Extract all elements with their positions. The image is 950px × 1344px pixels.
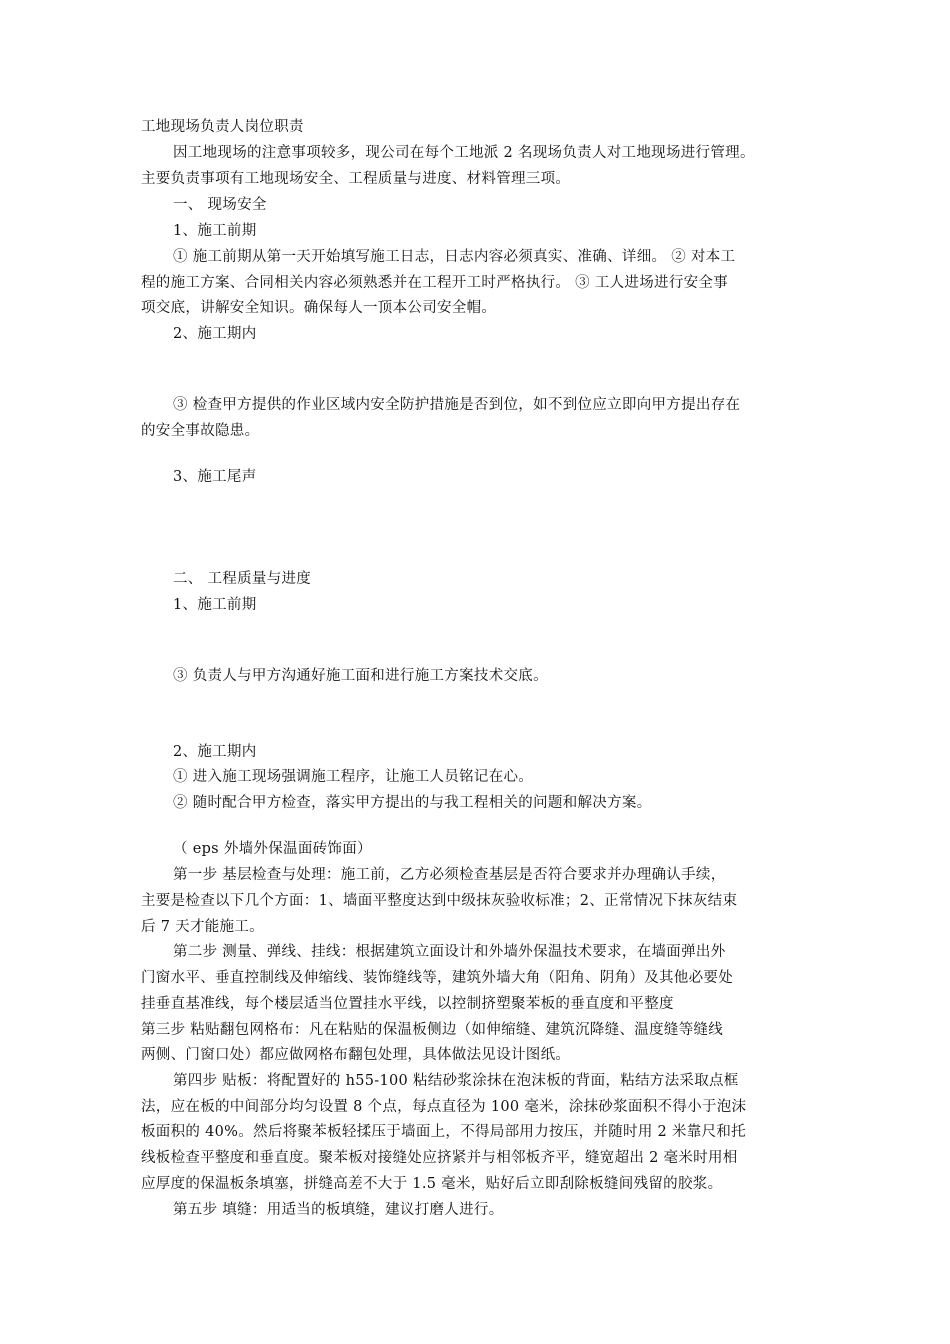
step-1-line-1: 第一步 基层检查与处理：施工前，乙方必须检查基层是否符合要求并办理确认手续， — [173, 867, 726, 883]
section-2-heading: 二、 工程质量与进度 — [173, 571, 312, 587]
step-2-line-1: 第二步 测量、弹线、挂线：根据建筑立面设计和外墙外保温技术要求，在墙面弹出外 — [173, 944, 726, 960]
section-1-sub-1-line-1: ① 施工前期从第一天开始填写施工日志，日志内容必须真实、准确、详细。 ② 对本工 — [173, 249, 736, 265]
section-1-sub-1-line-2: 程的施工方案、合同相关内容必须熟悉并在工程开工时严格执行。 ③ 工人进场进行安全事 — [141, 275, 729, 291]
step-5-line-1: 第五步 填缝：用适当的板填缝，建议打磨人进行。 — [173, 1202, 504, 1218]
step-4-line-1: 第四步 贴板：将配置好的 h55-100 粘结砂浆涂抹在泡沫板的背面，粘结方法采取点框 — [173, 1073, 739, 1089]
step-4-line-4: 线板检查平整度和垂直度。聚苯板对接缝处应挤紧并与相邻板齐平，缝宽超出 2 毫米时用相 — [141, 1150, 738, 1166]
section-2-sub-2-line-1: ① 进入施工现场强调施工程序，让施工人员铭记在心。 — [173, 769, 534, 785]
section-1-sub-2-heading: 2、施工期内 — [173, 326, 257, 342]
section-1-sub-3-heading: 3、施工尾声 — [173, 469, 257, 485]
intro-line-2: 主要负责事项有工地现场安全、工程质量与进度、材料管理三项。 — [141, 171, 571, 187]
section-1-sub-1-line-3: 项交底，讲解安全知识。确保每人一顶本公司安全帽。 — [141, 300, 497, 316]
section-2-sub-2-line-2: ② 随时配合甲方检查，落实甲方提出的与我工程相关的问题和解决方案。 — [173, 795, 652, 811]
step-4-line-5: 应厚度的保温板条填塞，拼缝高差不大于 1.5 毫米，贴好后立即刮除板缝间残留的胶浆。 — [141, 1176, 723, 1192]
document-title: 工地现场负责人岗位职责 — [141, 119, 304, 135]
section-2-sub-1-heading: 1、施工前期 — [173, 597, 257, 613]
section-2-sub-1-line: ③ 负责人与甲方沟通好施工面和进行施工方案技术交底。 — [173, 668, 548, 684]
step-1-line-3: 后 7 天才能施工。 — [141, 919, 264, 935]
step-2-line-3: 挂垂直基准线，每个楼层适当位置挂水平线，以控制挤塑聚苯板的垂直度和平整度 — [141, 996, 674, 1012]
section-1-sub-2-line-2: 的安全事故隐患。 — [141, 423, 260, 439]
intro-line-1: 因工地现场的注意事项较多，现公司在每个工地派 2 名现场负责人对工地现场进行管理。 — [173, 145, 755, 161]
section-1-heading: 一、 现场安全 — [173, 197, 267, 213]
section-1-sub-2-line-1: ③ 检查甲方提供的作业区域内安全防护措施是否到位，如不到位应立即向甲方提出存在 — [173, 397, 741, 413]
eps-heading: （ eps 外墙外保温面砖饰面） — [173, 841, 372, 857]
step-3-line-1: 第三步 粘贴翻包网格布：凡在粘贴的保温板侧边（如伸缩缝、建筑沉降缝、温度缝等缝线 — [141, 1022, 724, 1038]
section-2-sub-2-heading: 2、施工期内 — [173, 744, 257, 760]
section-1-sub-1-heading: 1、施工前期 — [173, 223, 257, 239]
step-2-line-2: 门窗水平、垂直控制线及伸缩线、装饰缝线等，建筑外墙大角（阳角、阴角）及其他必要处 — [141, 970, 733, 986]
step-4-line-2: 法，应在板的中间部分均匀设置 8 个点，每点直径为 100 毫米，涂抹砂浆面积不得小于泡沫 — [141, 1099, 747, 1115]
step-3-line-2: 两侧、门窗口处）都应做网格布翻包处理，具体做法见设计图纸。 — [141, 1047, 571, 1063]
step-1-line-2: 主要是检查以下几个方面：1、墙面平整度达到中级抹灰验收标准；2、正常情况下抹灰结束 — [141, 893, 738, 909]
step-4-line-3: 板面积的 40%。然后将聚苯板轻揉压于墙面上，不得局部用力按压，并随时用 2 米靠尺和托 — [141, 1124, 746, 1140]
